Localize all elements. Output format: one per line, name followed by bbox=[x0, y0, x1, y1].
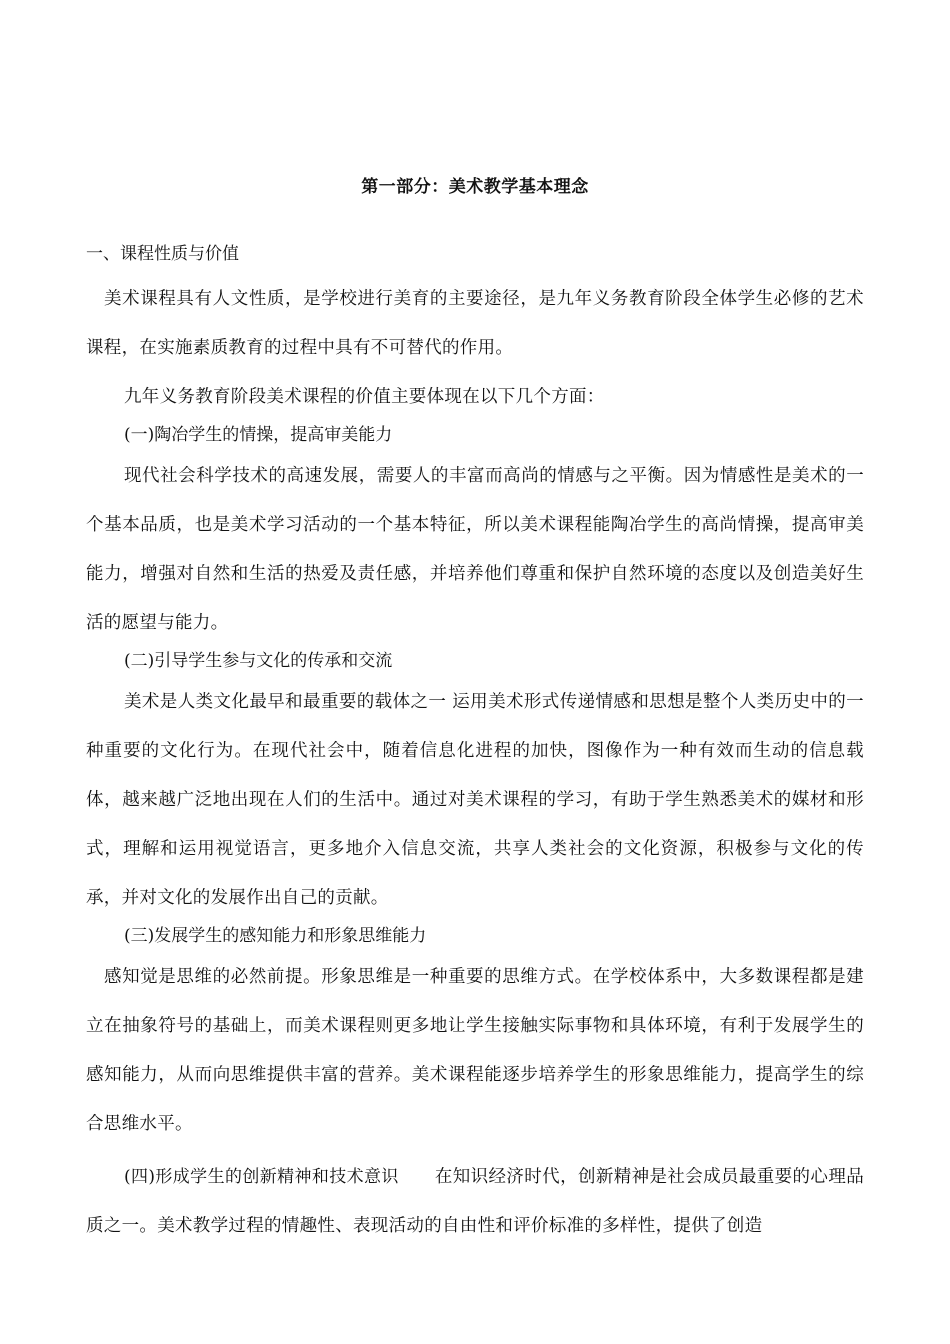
paragraph-4 bbox=[86, 1153, 864, 1251]
paragraph-1: 现代社会科学技术的高速发展，需要人的丰富而高尚的情感与之平衡。因为情感性是美术的一个基本品质，也是美术学习活动的一个基本特征，所以美术课程能陶冶学生的高尚情操，提高审美能力，增强对自然和生活的热爱及责任感，并培养他们尊重和保护自然环境的态度以及创造美好生活的愿望与能力。 bbox=[86, 466, 864, 633]
paragraph-4-text: 在知识经济时代，创新精神是社会成员最重要的心理品质之一。美术教学过程的情趣性、表现活动的自由性和评价标准的多样性，提供了创造 bbox=[86, 1167, 864, 1236]
subheading-4: (四)形成学生的创新精神和技术意识 bbox=[124, 1167, 399, 1187]
subheading-3: (三)发展学生的感知能力和形象思维能力 bbox=[124, 926, 427, 946]
subheading-2: (二)引导学生参与文化的传承和交流 bbox=[124, 651, 393, 671]
page-title: 第一部分：美术教学基本理念 bbox=[361, 177, 589, 197]
value-intro-paragraph: 九年义务教育阶段美术课程的价值主要体现在以下几个方面： bbox=[124, 387, 605, 407]
section-heading: 一、课程性质与价值 bbox=[86, 244, 239, 264]
intro-paragraph: 美术课程具有人文性质，是学校进行美育的主要途径，是九年义务教育阶段全体学生必修的艺术课程，在实施素质教育的过程中具有不可替代的作用。 bbox=[86, 289, 864, 358]
paragraph-2: 美术是人类文化最早和最重要的载体之一 运用美术形式传递情感和思想是整个人类历史中的一种重要的文化行为。在现代社会中，随着信息化进程的加快，图像作为一种有效而生动的信息载体，越来越广泛地出现在人们的生活中。通过对美术课程的学习，有助于学生熟悉美术的媒材和形式，理解和运用视觉语言，更多地介入信息交流，共享人类社会的文化资源，积极参与文化的传承，并对文化的发展作出自己的贡献。 bbox=[86, 692, 864, 908]
subheading-1: (一)陶冶学生的情操，提高审美能力 bbox=[124, 425, 393, 445]
paragraph-3: 感知觉是思维的必然前提。形象思维是一种重要的思维方式。在学校体系中，大多数课程都是建立在抽象符号的基础上，而美术课程则更多地让学生接触实际事物和具体环境，有利于发展学生的感知能力，从而向思维提供丰富的营养。美术课程能逐步培养学生的形象思维能力，提高学生的综合思维水平。 bbox=[86, 967, 864, 1134]
